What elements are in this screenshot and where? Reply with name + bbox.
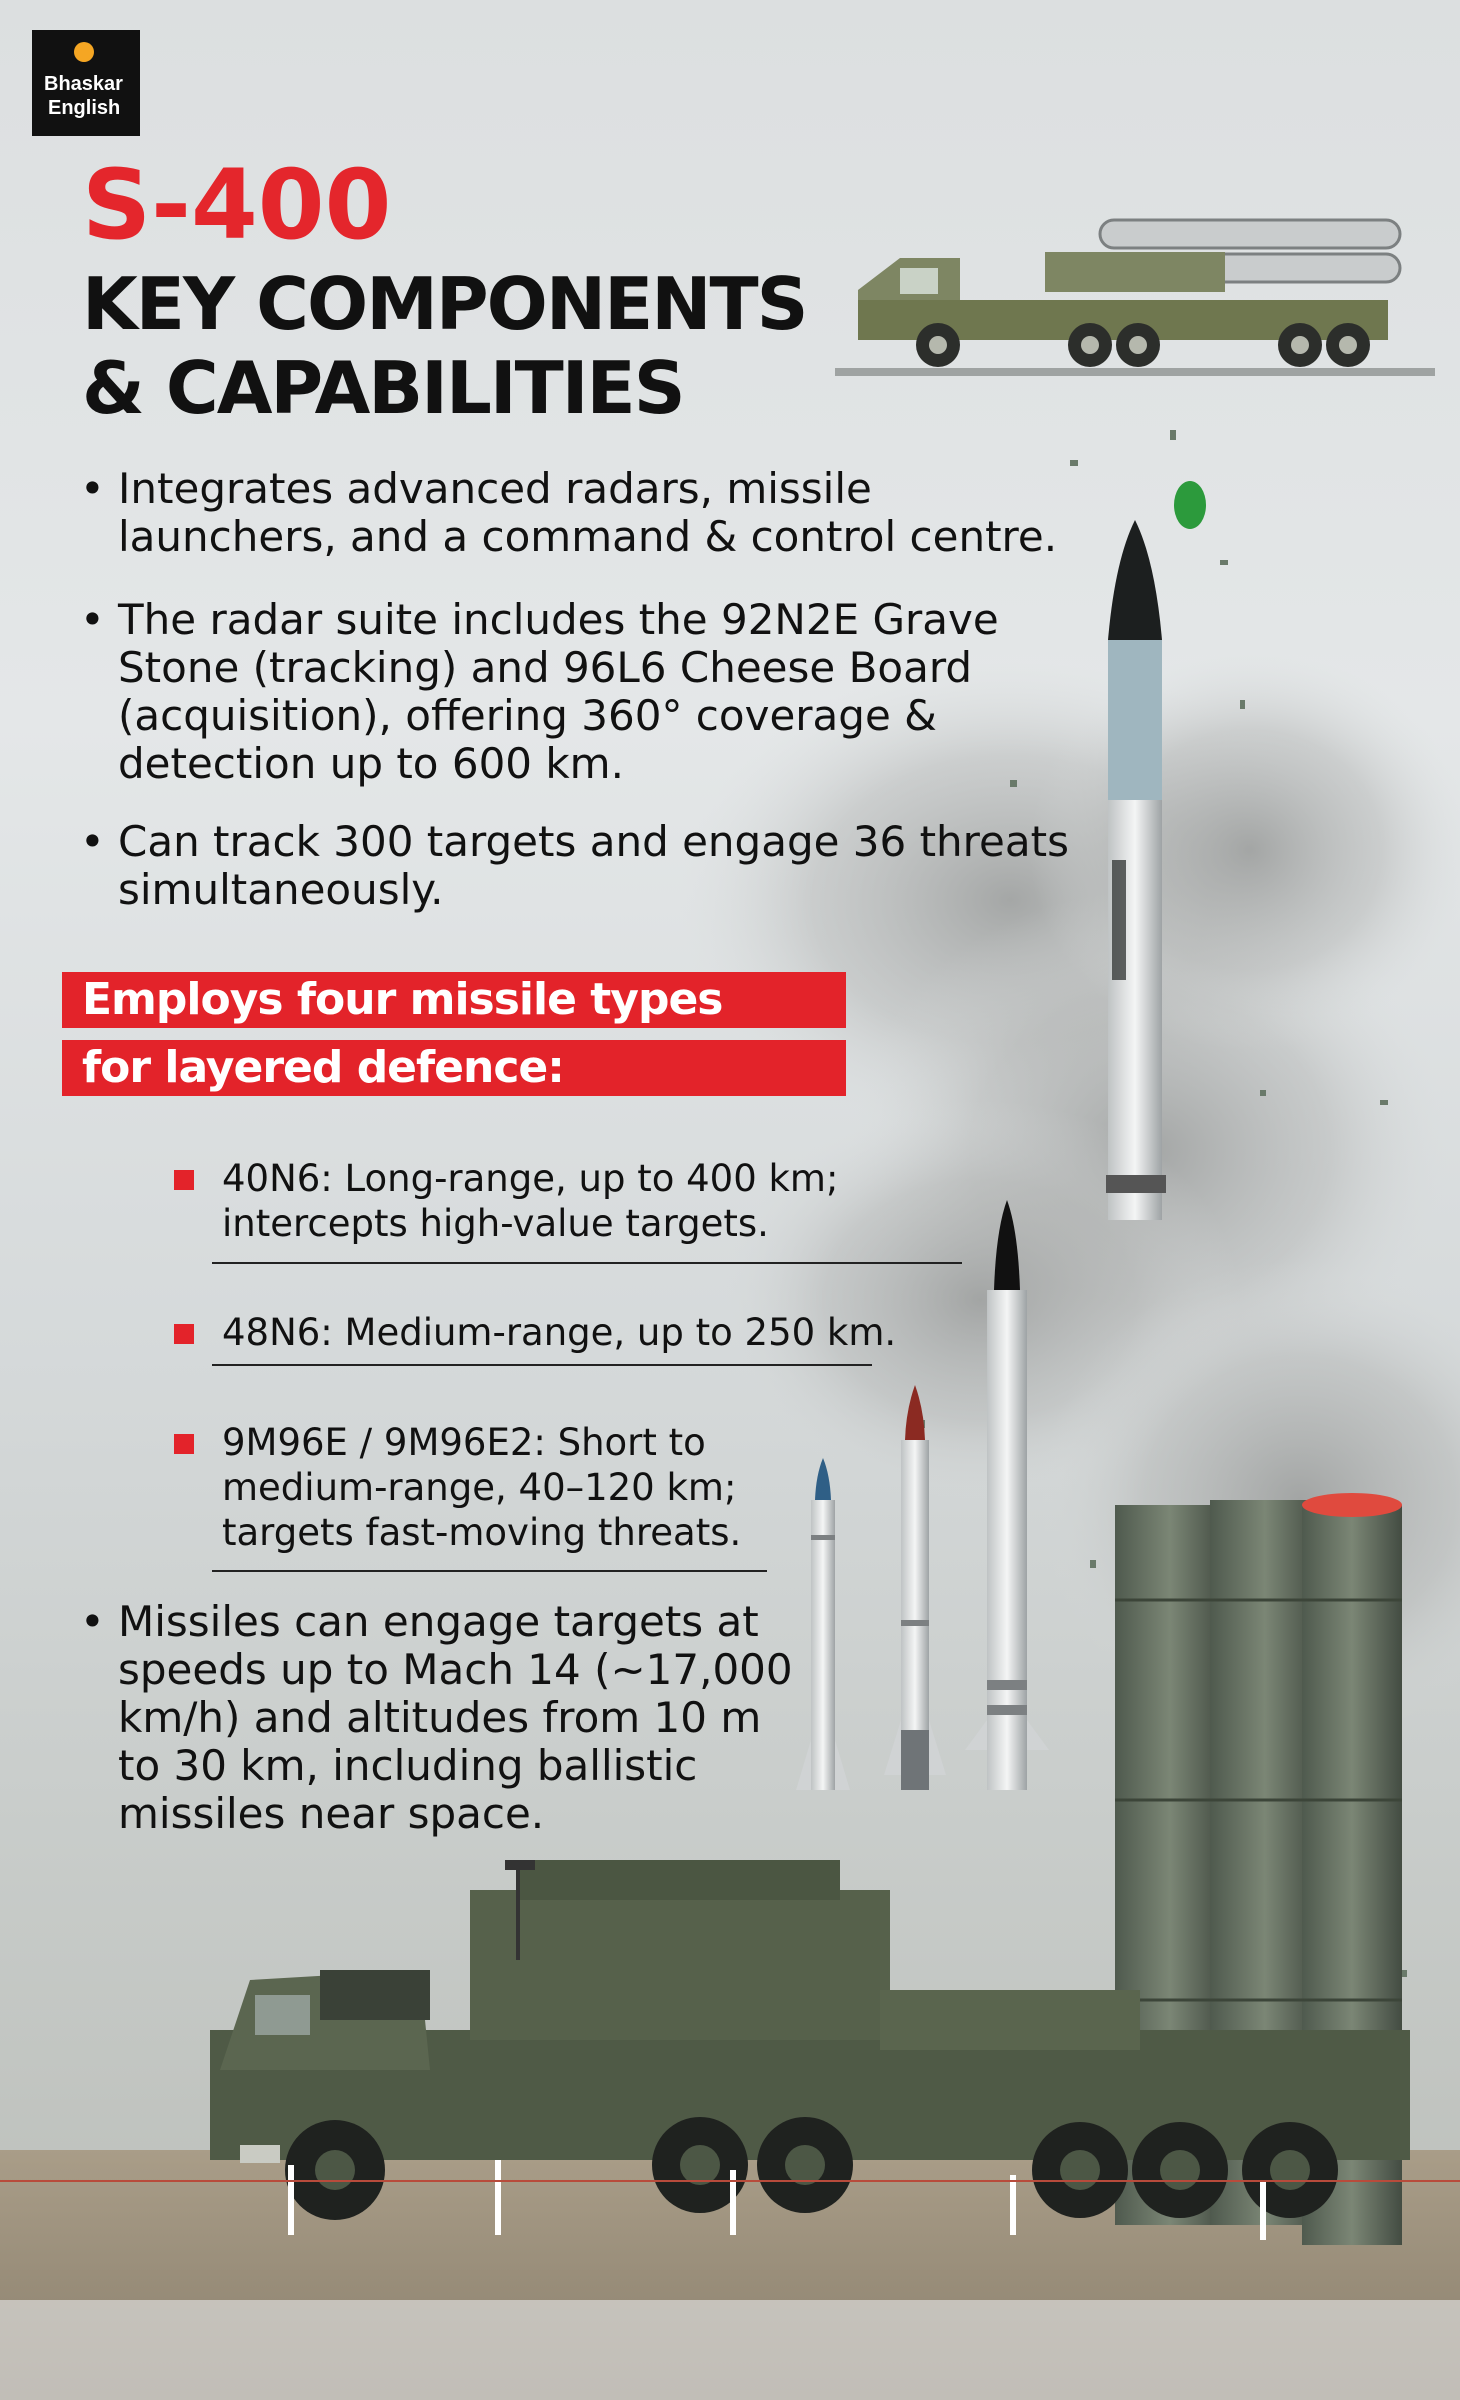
- red-square-icon: [174, 1434, 194, 1454]
- banner-line-1: Employs four missile types: [62, 972, 846, 1028]
- logo-line-1: Bhaskar: [44, 73, 123, 95]
- missile-type-text: 48N6: Medium-range, up to 250 km.: [222, 1311, 897, 1354]
- launcher-truck-illustration: [835, 220, 1435, 376]
- bullet-mark: •: [80, 595, 105, 644]
- bullet-mark: •: [80, 817, 105, 866]
- red-square-icon: [174, 1170, 194, 1190]
- missile-type-text: 9M96E / 9M96E2: Short to medium-range, 40–120 km; targets fast-moving threats.: [222, 1421, 742, 1554]
- divider: [212, 1570, 767, 1572]
- bullet-text: Missiles can engage targets at speeds up to Mach 14 (~17,000 km/h) and altitudes from 10 m to 30 km, including ballistic missiles near space.: [118, 1597, 793, 1838]
- bhaskar-english-logo[interactable]: [32, 30, 140, 136]
- bullet-text: Can track 300 targets and engage 36 threats simultaneously.: [118, 817, 1069, 914]
- sun-icon: [74, 42, 94, 62]
- divider: [212, 1364, 872, 1366]
- bullet-mark: •: [80, 1597, 105, 1646]
- title-key-components: KEY COMPONENTS: [82, 262, 807, 346]
- divider: [212, 1262, 962, 1264]
- bullet-text: The radar suite includes the 92N2E Grave Stone (tracking) and 96L6 Cheese Board (acquisition), offering 360° coverage & detection up to 600 km.: [118, 595, 999, 788]
- logo-line-2: English: [48, 97, 121, 119]
- banner-line-2: for layered defence:: [62, 1040, 846, 1096]
- bullet-text: Integrates advanced radars, missile launchers, and a command & control centre.: [118, 464, 1058, 561]
- title-s400: S-400: [82, 149, 392, 261]
- title-capabilities: & CAPABILITIES: [82, 346, 684, 430]
- bullet-mark: •: [80, 464, 105, 513]
- red-square-icon: [174, 1324, 194, 1344]
- missile-type-text: 40N6: Long-range, up to 400 km; intercepts high-value targets.: [222, 1157, 839, 1245]
